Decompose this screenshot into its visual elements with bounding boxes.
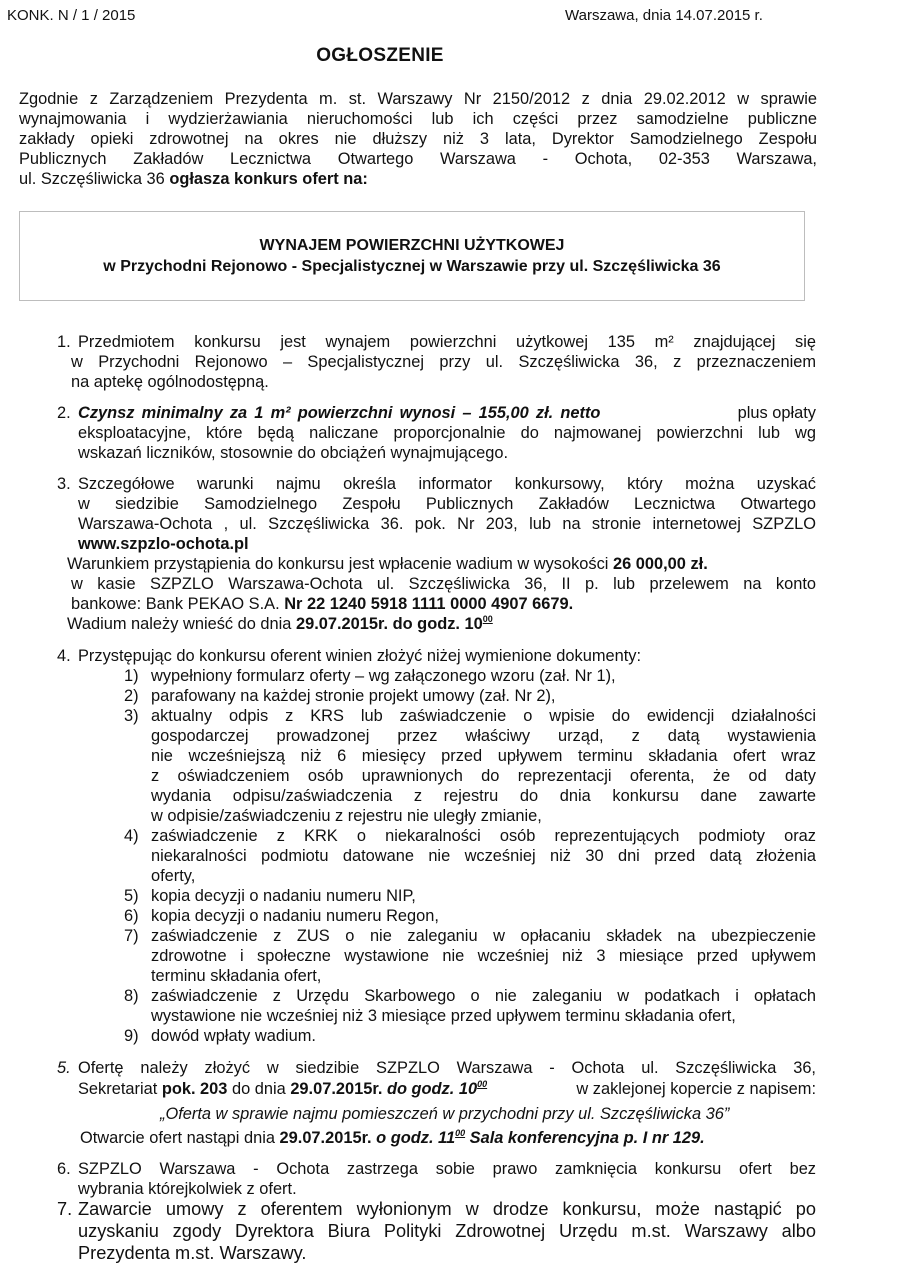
document-item-line: nie wcześniejszą niż 6 miesięcy przed upływem terminu składania ofert wraz — [151, 747, 816, 765]
document-item-line: oferty, — [151, 867, 196, 885]
document-item-line: dowód wpłaty wadium. — [151, 1027, 316, 1045]
point-3-line: Szczegółowe warunki najmu określa informator konkursowy, który można uzyskać — [78, 475, 816, 493]
point-5-text: do dnia — [227, 1080, 291, 1098]
intro-line: Publicznych Zakładów Lecznictwa Otwartego Warszawa - Ochota, 02-353 Warszawa, — [19, 150, 817, 168]
document-item-number: 5) — [124, 887, 139, 905]
point-5-line: Ofertę należy złożyć w siedzibie SZPZLO Warszawa - Ochota ul. Szczęśliwicka 36, — [78, 1059, 816, 1077]
document-item-line: wydania odpisu/zaświadczenia z rejestru do dnia konkursu dane zawarte — [151, 787, 816, 805]
point-number: 3. — [57, 475, 71, 493]
deposit-deadline-minutes: 00 — [482, 614, 493, 624]
point-6-line: SZPZLO Warszawa - Ochota zastrzega sobie prawo zamknięcia konkursu ofert bez — [78, 1160, 816, 1178]
document-item-number: 7) — [124, 927, 139, 945]
intro-line: wynajmowania i wydzierżawiania nieruchomości lub ich części przez samodzielne publiczne — [19, 110, 817, 128]
submission-date: 29.07.2015r. — [290, 1080, 387, 1098]
document-item-line: zdrowotne i społeczne wystawione nie wcześniej niż 3 miesiące przed upływem — [151, 947, 816, 965]
point-1-line: w Przychodni Rejonowo – Specjalistycznej przy ul. Szczęśliwicka 36, z przeznaczeniem — [71, 353, 816, 371]
document-item-number: 4) — [124, 827, 139, 845]
document-item-number: 9) — [124, 1027, 139, 1045]
conference-room: Sala konferencyjna p. I nr 129. — [465, 1129, 705, 1147]
document-item-number: 3) — [124, 707, 139, 725]
point-2-line — [78, 404, 816, 423]
point-2-line: eksploatacyjne, które będą naliczane proporcjonalnie do najmowanej powierzchni lub wg — [78, 424, 816, 442]
point-number: 7. — [57, 1199, 73, 1219]
point-6-line: wybrania którejkolwiek z ofert. — [78, 1180, 297, 1198]
intro-line — [19, 170, 368, 189]
point-5-text: Otwarcie ofert nastąpi dnia — [80, 1129, 280, 1147]
point-7-line: Zawarcie umowy z oferentem wyłonionym w drodze konkursu, może nastąpić po — [78, 1199, 816, 1219]
document-item-line: parafowany na każdej stronie projekt umowy (zał. Nr 2), — [151, 687, 556, 705]
point-number: 4. — [57, 647, 71, 665]
point-number: 2. — [57, 404, 71, 422]
document-reference: KONK. N / 1 / 2015 — [7, 7, 136, 24]
rent-minimum: Czynsz minimalny za 1 m² powierzchni wynosi – 155,00 zł. netto — [78, 404, 601, 422]
point-5-line — [80, 1129, 705, 1148]
point-7-line: uzyskaniu zgody Dyrektora Biura Polityki Zdrowotnej Urzędu m.st. Warszawy albo — [78, 1221, 816, 1241]
point-3-line — [71, 595, 573, 614]
document-item-line: terminu składania ofert, — [151, 967, 322, 985]
document-item-number: 6) — [124, 907, 139, 925]
intro-text: ul. Szczęśliwicka 36 — [19, 170, 170, 188]
point-4-intro: Przystępując do konkursu oferent winien złożyć niżej wymienione dokumenty: — [78, 647, 642, 665]
deposit-amount: 26 000,00 zł. — [612, 555, 708, 573]
page-title: OGŁOSZENIE — [316, 45, 444, 66]
document-item-line: niekaralności podmiotu datowane nie wcześniej niż 30 dni przed datą złożenia — [151, 847, 816, 865]
submission-time: do godz. 10 — [386, 1080, 478, 1098]
point-3-line — [67, 555, 708, 574]
document-item-line: wystawione nie wcześniej niż 3 miesiące przed upływem terminu składania ofert, — [151, 1007, 736, 1025]
document-item-number: 2) — [124, 687, 139, 705]
intro-announcement: ogłasza konkurs ofert na: — [169, 170, 368, 188]
document-item-line: gospodarczej prowadzonej przez właściwy urząd, z datą wystawienia — [151, 727, 816, 745]
document-item-line: z oświadczeniem osób uprawnionych do reprezentacji oferenta, że od daty — [151, 767, 816, 785]
submission-time-minutes: 00 — [477, 1079, 488, 1089]
point-5-text: Sekretariat — [78, 1080, 162, 1098]
document-item-line: zaświadczenie z Urzędu Skarbowego o nie zaleganiu w podatkach i opłatach — [151, 987, 816, 1005]
point-number: 5. — [57, 1059, 71, 1077]
document-item-line: zaświadczenie z KRK o niekaralności osób reprezentujących podmioty oraz — [151, 827, 816, 845]
point-3-line: w kasie SZPZLO Warszawa-Ochota ul. Szczęśliwicka 36, II p. lub przelewem na konto — [71, 575, 816, 593]
website-link[interactable]: www.szpzlo-ochota.pl — [78, 535, 249, 553]
point-3-line: w siedzibie Samodzielnego Zespołu Publicznych Zakładów Lecznictwa Otwartego — [78, 495, 816, 513]
document-item-line: w odpisie/zaświadczeniu z rejestru nie uległy zmianie, — [151, 807, 542, 825]
point-number: 6. — [57, 1160, 71, 1178]
document-date: Warszawa, dnia 14.07.2015 r. — [565, 7, 763, 24]
point-3-text: Wadium należy wnieść do dnia — [67, 615, 296, 633]
opening-date: 29.07.2015r. — [279, 1129, 377, 1147]
point-7-line: Prezydenta m.st. Warszawy. — [78, 1243, 307, 1263]
subject-subtitle: w Przychodni Rejonowo - Specjalistycznej w Warszawie przy ul. Szczęśliwicka 36 — [103, 258, 721, 275]
opening-time-minutes: 00 — [455, 1128, 466, 1138]
document-item-line: aktualny odpis z KRS lub zaświadczenie o wpisie do ewidencji działalności — [151, 707, 816, 725]
point-2-line: wskazań liczników, stosownie do obciążeń wynajmującego. — [78, 444, 509, 462]
bank-name: bankowe: Bank PEKAO S.A. — [71, 595, 285, 613]
office-room: pok. 203 — [161, 1080, 228, 1098]
document-item-line: wypełniony formularz oferty – wg załączonego wzoru (zał. Nr 1), — [151, 667, 616, 685]
intro-line: zakłady opieki zdrowotnej na okres nie dłuższy niż 3 lata, Dyrektor Samodzielnego Zespołu — [19, 130, 817, 148]
subject-title: WYNAJEM POWIERZCHNI UŻYTKOWEJ — [259, 237, 565, 254]
point-3-line: Warszawa-Ochota , ul. Szczęśliwicka 36. pok. Nr 203, lub na stronie internetowej SZPZLO — [78, 515, 816, 533]
point-number: 1. — [57, 333, 71, 351]
intro-line: Zgodnie z Zarządzeniem Prezydenta m. st. Warszawy Nr 2150/2012 z dnia 29.02.2012 w sprawie — [19, 90, 817, 108]
document-item-line: kopia decyzji o nadaniu numeru NIP, — [151, 887, 416, 905]
document-item-line: zaświadczenie z ZUS o nie zaleganiu w opłacaniu składek na ubezpieczenie — [151, 927, 816, 945]
subject-box — [19, 211, 805, 301]
bank-account: Nr 22 1240 5918 1111 0000 4907 6679. — [284, 595, 574, 613]
point-5-text: w zaklejonej kopercie z napisem: — [576, 1080, 816, 1098]
point-1-line: Przedmiotem konkursu jest wynajem powierzchni użytkowej 135 m² znajdującej się — [78, 333, 816, 351]
opening-time: o godz. 11 — [376, 1129, 456, 1147]
document-item-number: 1) — [124, 667, 139, 685]
document-item-number: 8) — [124, 987, 139, 1005]
point-3-text: Warunkiem przystąpienia do konkursu jest wpłacenie wadium w wysokości — [67, 555, 613, 573]
deposit-deadline: 29.07.2015r. do godz. 10 — [295, 615, 483, 633]
point-3-line — [67, 615, 493, 634]
document-item-line: kopia decyzji o nadaniu numeru Regon, — [151, 907, 439, 925]
envelope-label: „Oferta w sprawie najmu pomieszczeń w przychodni przy ul. Szczęśliwicka 36” — [160, 1105, 730, 1123]
point-5-line — [78, 1080, 816, 1099]
point-2-text: plus opłaty — [737, 404, 816, 422]
point-1-line: na aptekę ogólnodostępną. — [71, 373, 269, 391]
